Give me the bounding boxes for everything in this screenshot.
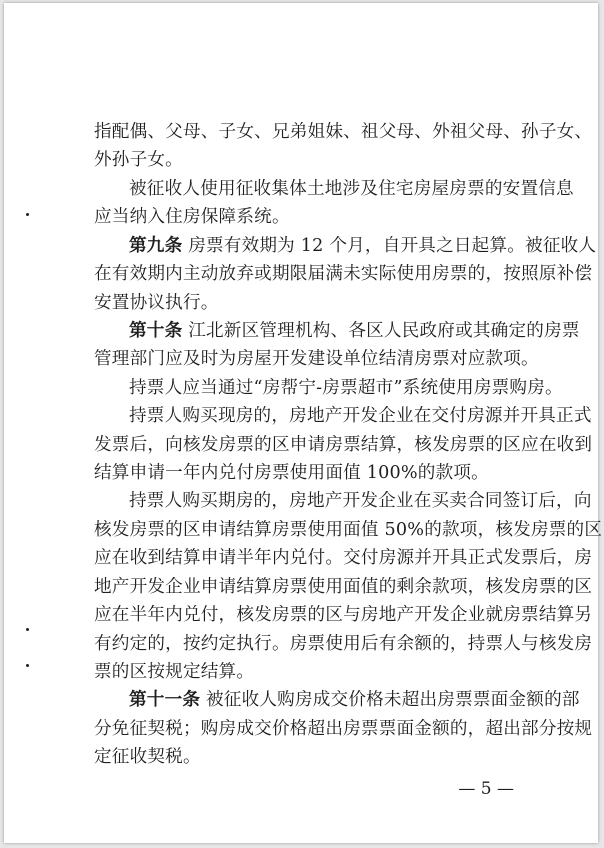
- article-11-line: 第十一条 被征收人购房成交价格未超出房票票面金额的部: [129, 689, 580, 711]
- text-line: 持票人购买期房的，房地产开发企业在买卖合同签订后，向: [129, 491, 592, 512]
- article-9-line: 第九条 房票有效期为 12 个月，自开具之日起算。被征收人: [129, 234, 597, 256]
- article-label: 第十一条: [129, 689, 201, 711]
- text-line: 分免征契税；购房成交价格超出房票票面金额的，超出部分按规: [94, 718, 593, 739]
- text-line: 定征收契税。: [94, 747, 201, 768]
- article-10-line: 第十条 江北新区管理机构、各区人民政府或其确定的房票: [129, 319, 580, 341]
- text-line: 被征收人使用征收集体土地涉及住宅房屋房票的安置信息: [129, 178, 574, 199]
- text-line: 外孙子女。: [94, 150, 183, 171]
- text-line: 持票人购买现房的，房地产开发企业在交付房源并开具正式: [129, 406, 592, 427]
- text-line: 有约定的，按约定执行。房票使用后有余额的，持票人与核发房: [94, 633, 593, 654]
- text-line: 结算申请一年内兑付房票使用面值 100%的款项。: [94, 463, 489, 483]
- text-line: 应当纳入住房保障系统。: [94, 207, 290, 228]
- text-line: 持票人应当通过“房帮宁-房票超市”系统使用房票购房。: [129, 377, 563, 398]
- article-label: 第十条: [129, 319, 183, 341]
- text-line: 在有效期内主动放弃或期限届满未实际使用房票的，按照原补偿: [94, 264, 593, 285]
- text-line: 发票后，向核发房票的区申请房票结算，核发房票的区应在收到: [94, 434, 593, 455]
- text-line: 安置协议执行。: [94, 292, 219, 313]
- text-line: 应在半年内兑付，核发房票的区与房地产开发企业就房票结算另: [94, 605, 593, 626]
- text-line: 地产开发企业申请结算房票使用面值的剩余款项，核发房票的区: [94, 576, 593, 597]
- binding-hole-mark: [26, 213, 29, 216]
- text-line: 指配偶、父母、子女、兄弟姐妹、祖父母、外祖父母、孙子女、: [94, 122, 593, 142]
- document-page: [4, 3, 603, 843]
- text-line: 票的区按规定结算。: [94, 661, 255, 682]
- binding-hole-mark: [26, 628, 29, 631]
- text-line: 应在收到结算申请半年内兑付。交付房源并开具正式发票后，房: [94, 548, 593, 569]
- text-line: 核发房票的区申请结算房票使用面值 50%的款项，核发房票的区: [94, 519, 603, 540]
- text-line: 管理部门应及时为房屋开发建设单位结清房票对应款项。: [94, 349, 539, 370]
- page-number: — 5 —: [458, 778, 514, 799]
- article-label: 第九条: [129, 234, 183, 256]
- binding-hole-mark: [26, 664, 29, 667]
